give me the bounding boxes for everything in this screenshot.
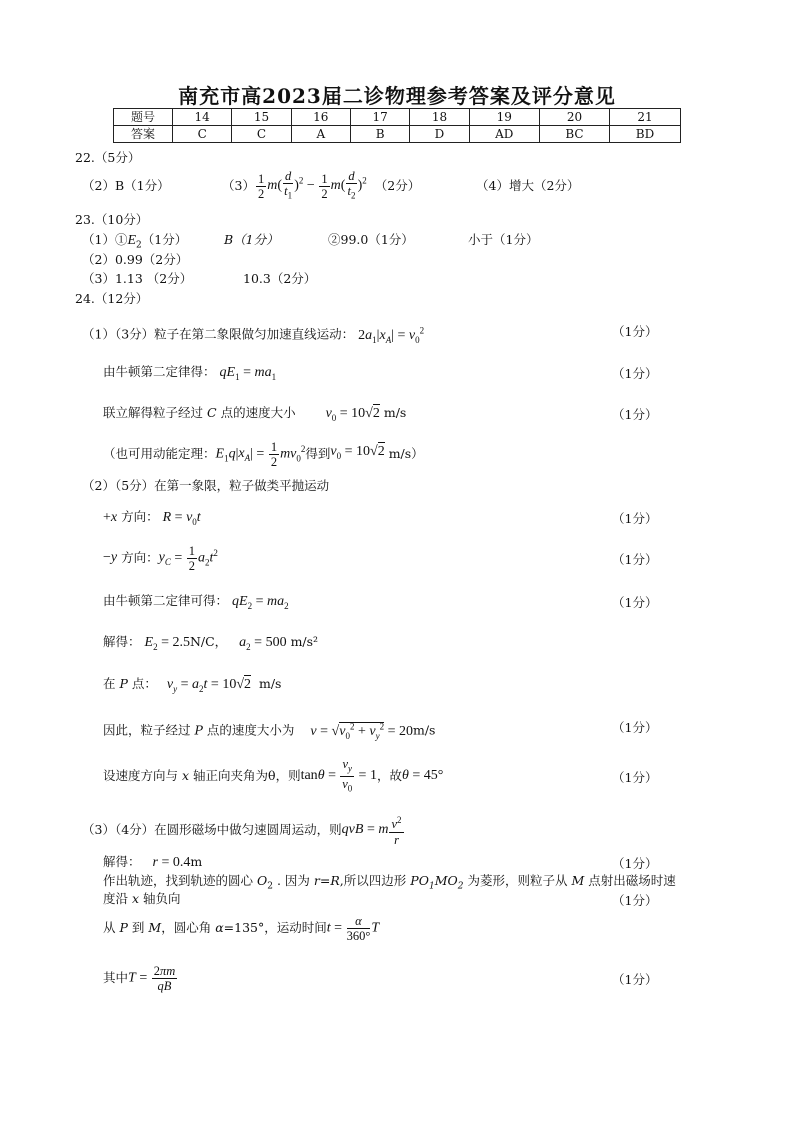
- q22-heading: 22.（5分）: [75, 150, 141, 165]
- score-label: （1分）: [612, 366, 658, 381]
- score-label: （1分）: [612, 407, 658, 422]
- score-label: （1分）: [612, 324, 658, 339]
- q23-line2: （2）0.99（2分）: [82, 252, 189, 267]
- answer-label: 答案: [114, 126, 173, 143]
- q24-s2-line6: 在 P 点： $v_y = a_2t = 10√2$ m/s: [103, 676, 282, 694]
- table-cell: 15: [232, 109, 291, 126]
- q22-part4: （4）增大（2分）: [476, 178, 580, 193]
- q23-line1a: $(1)①E_2(1$分）: [82, 232, 188, 251]
- q22-part3: （3） $\frac{1}{2}$ m( $\frac{d}{t_1}$ )$^2$ − $\frac{1}{2}$ m( $\frac{d}{t_2}$ )$^2$ （2分）: [222, 169, 421, 201]
- answer-table-answer-row: [114, 126, 681, 143]
- q23-heading: 23.（10分）: [75, 212, 149, 227]
- header-label: 题号: [114, 109, 173, 126]
- table-cell: 20: [539, 109, 609, 126]
- q23-line1d: 小于（1分）: [468, 232, 539, 247]
- q24-s2-line4: 由牛顿第二定律可得： $qE_2 = ma_2$: [103, 593, 289, 611]
- table-cell: 17: [350, 109, 409, 126]
- score-label: （1分）: [612, 595, 658, 610]
- q24-s3-line2: 解得： r = 0.4m: [103, 854, 203, 870]
- q24-s3-line4: 度沿 x 轴负向: [103, 891, 181, 906]
- table-cell: A: [291, 126, 350, 143]
- score-label: （1分）: [612, 720, 658, 735]
- q24-s2-line7: 因此，粒子经过 P 点的速度大小为 $v = √v_0^2 + v_y^2 = 20m/s$: [103, 721, 436, 741]
- table-cell: 14: [173, 109, 232, 126]
- q23-line1b: B（1分）: [224, 232, 279, 247]
- score-label: （1分）: [612, 770, 658, 785]
- score-label: （1分）: [612, 893, 658, 908]
- q24-s1-line1: （1）（3分）粒子在第二象限做匀加速直线运动： $2a_1|x_A| = v_0^2$: [82, 325, 425, 345]
- answer-table-header-row: [114, 109, 681, 126]
- q24-heading: 24.（12分）: [75, 291, 149, 306]
- q24-s2-line5: 解得： $E_2 = 2.5N/C$， $a_2 = 500$ m/s²: [103, 634, 319, 652]
- q24-s3-line6: 其中 T = $\frac{2\pi m}{qB}$: [103, 963, 176, 993]
- score-label: （1分）: [612, 511, 658, 526]
- q24-s1-line4: （也可用动能定理： $E_1q|x_A|$ = $\frac{1}{2}$ $mv_0^2$ 得到 $v_0 = 10√2$ m/s）: [103, 439, 424, 469]
- q24-s2-line1: （2）（5分）在第一象限，粒子做类平抛运动: [82, 478, 330, 493]
- q23-line3a: （3）1.13 （2分）: [82, 271, 193, 286]
- table-cell: 19: [469, 109, 539, 126]
- table-cell: C: [173, 126, 232, 143]
- table-cell: 21: [610, 109, 681, 126]
- score-label: （1分）: [612, 552, 658, 567]
- q23-line1c: ②99.0（1分）: [328, 232, 414, 247]
- table-cell: 16: [291, 109, 350, 126]
- q24-s1-line2: 由牛顿第二定律得： $qE_1 = ma_1$: [103, 364, 277, 382]
- q24-s2-line2: +x 方向： $R = v_0t$: [103, 509, 201, 527]
- page-title: 南充市高2023届二诊物理参考答案及评分意见: [178, 84, 616, 108]
- table-cell: B: [350, 126, 409, 143]
- q23-line3b: 10.3（2分）: [243, 271, 317, 286]
- q24-s2-line3: −y 方向： $y_C$ = $\frac{1}{2}$ $a_2t^2$: [103, 543, 218, 573]
- q22-formula: $\frac{1}{2}$ m( $\frac{d}{t_1}$ )$^2$ − $\frac{1}{2}$ m( $\frac{d}{t_2}$ )$^2$: [257, 169, 367, 201]
- q24-s3-line1: （3）（4分）在圆形磁场中做匀速圆周运动，则 qvB = m $\frac{v^2}{r}$: [82, 815, 402, 847]
- table-cell: BC: [539, 126, 609, 143]
- q24-s3-line5: 从 P 到 M ，圆心角 α =135° ，运动时间 t = $\frac{\alpha}{360^\circ}$ T: [103, 913, 380, 943]
- table-cell: BD: [610, 126, 681, 143]
- table-cell: D: [410, 126, 469, 143]
- q24-s1-line3: 联立解得粒子经过 C 点的速度大小 $v_0 = 10√2$ m/s: [103, 405, 407, 423]
- q24-s3-line3: 作出轨迹，找到轨迹的圆心 $O_2$ . 因为 r=R,所以四边形 $PO_1MO_2$ 为菱形，则粒子从 M 点射出磁场时速: [103, 873, 676, 892]
- score-label: （1分）: [612, 972, 658, 987]
- q24-s2-line8: 设速度方向与 x 轴正向夹角为θ，则 tanθ = $\frac{v_y}{v_0}$ = 1 ，故 θ = 45°: [103, 757, 444, 793]
- q22-part2: （2）B（1分）: [82, 178, 170, 193]
- score-label: （1分）: [612, 856, 658, 871]
- table-cell: AD: [469, 126, 539, 143]
- table-cell: 18: [410, 109, 469, 126]
- answer-table: [113, 108, 681, 143]
- table-cell: C: [232, 126, 291, 143]
